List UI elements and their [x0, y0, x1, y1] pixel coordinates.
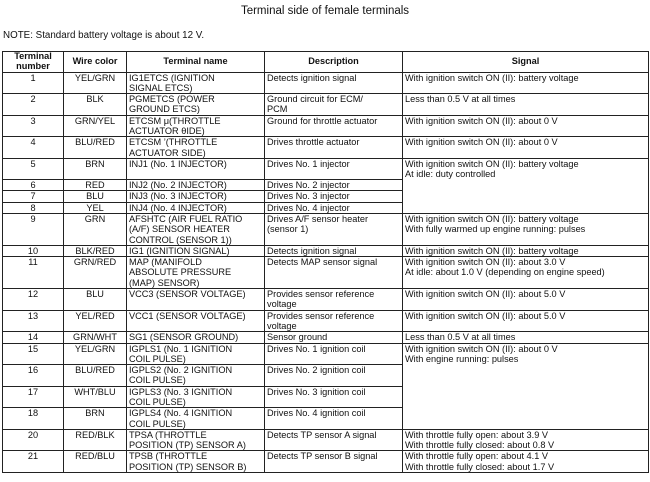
- wire-color-cell: YEL: [64, 202, 127, 213]
- description-cell-line: voltage: [267, 299, 297, 310]
- wire-color-cell: YEL/GRN: [64, 343, 127, 365]
- description-cell: [265, 451, 403, 473]
- description-cell: [265, 289, 403, 311]
- terminal-name-cell: [127, 408, 265, 430]
- terminal-name-cell-line: SIGNAL ETCS): [129, 82, 193, 93]
- terminal-number-cell: 10: [3, 245, 64, 256]
- description-cell-line: Provides sensor reference: [267, 310, 375, 321]
- terminal-name-cell-line: IGPLS3 (No. 3 IGNITION: [129, 386, 233, 397]
- wire-color-cell: YEL/GRN: [64, 72, 127, 94]
- table-row: [3, 408, 649, 430]
- table-row: [3, 245, 649, 256]
- terminal-number-cell: 21: [3, 451, 64, 473]
- description-cell-line: Drives No. 4 ignition coil: [267, 408, 366, 419]
- signal-cell-line: With fully warmed up engine running: pulses: [405, 224, 586, 235]
- wire-color-cell: YEL/RED: [64, 310, 127, 332]
- terminal-name-cell: [127, 202, 265, 213]
- table-row: [3, 429, 649, 451]
- wire-color-cell: RED: [64, 180, 127, 191]
- wire-color-cell: GRN/RED: [64, 257, 127, 289]
- terminal-table: [2, 51, 649, 473]
- terminal-name-cell: [127, 332, 265, 343]
- description-cell-line: Ground for throttle actuator: [267, 115, 378, 126]
- description-cell: [265, 180, 403, 191]
- terminal-name-cell-line: PGMETCS (POWER: [129, 94, 215, 105]
- signal-cell-line: Less than 0.5 V at all times: [405, 94, 516, 105]
- description-cell-line: Drives No. 4 injector: [267, 202, 350, 213]
- description-cell-line: Detects ignition signal: [267, 245, 357, 256]
- header-signal: Signal: [403, 52, 649, 73]
- terminal-name-cell-line: IGPLS1 (No. 1 IGNITION: [129, 343, 233, 354]
- signal-cell: [403, 343, 649, 365]
- description-cell-line: Detects ignition signal: [267, 72, 357, 83]
- signal-cell: [403, 137, 649, 159]
- terminal-name-cell-line: MAP (MANIFOLD: [129, 257, 202, 268]
- terminal-name-cell-line: ABSOLUTE PRESSURE: [129, 267, 232, 278]
- signal-cell-line: With throttle fully open: about 3.9 V: [405, 429, 548, 440]
- table-row: [3, 94, 649, 116]
- signal-cell: [403, 429, 649, 451]
- terminal-name-cell-line: SG1 (SENSOR GROUND): [129, 332, 239, 343]
- terminal-name-cell-line: ETCSM μ(THROTTLE: [129, 115, 221, 126]
- table-row: [3, 137, 649, 159]
- header-terminal-name: Terminal name: [127, 52, 265, 73]
- description-cell: [265, 72, 403, 94]
- signal-cell: [403, 158, 649, 179]
- terminal-number-cell: 20: [3, 429, 64, 451]
- signal-cell: [403, 94, 649, 116]
- table-body: [3, 72, 649, 472]
- terminal-name-cell-line: (MAP) SENSOR): [129, 277, 200, 288]
- description-cell-line: Provides sensor reference: [267, 289, 375, 300]
- table-row: [3, 365, 649, 387]
- terminal-number-cell: 1: [3, 72, 64, 94]
- terminal-name-cell: [127, 137, 265, 159]
- description-cell: [265, 202, 403, 213]
- signal-cell-line: Less than 0.5 V at all times: [405, 332, 516, 343]
- terminal-number-cell: 16: [3, 365, 64, 387]
- description-cell: [265, 343, 403, 365]
- description-cell-line: Drives No. 2 injector: [267, 180, 350, 191]
- table-row: [3, 158, 649, 179]
- terminal-number-cell: 9: [3, 213, 64, 245]
- terminal-name-cell: [127, 115, 265, 137]
- terminal-name-cell: [127, 257, 265, 289]
- description-cell: [265, 257, 403, 289]
- terminal-name-cell-line: POSITION (TP) SENSOR A): [129, 440, 246, 451]
- description-cell-line: Drives No. 1 injector: [267, 158, 350, 169]
- terminal-number-cell: 8: [3, 202, 64, 213]
- terminal-name-cell-line: COIL PULSE): [129, 353, 186, 364]
- terminal-name-cell: [127, 429, 265, 451]
- terminal-name-cell: [127, 365, 265, 387]
- description-cell: [265, 408, 403, 430]
- signal-cell: [403, 191, 649, 202]
- terminal-number-cell: 6: [3, 180, 64, 191]
- wire-color-cell: RED/BLK: [64, 429, 127, 451]
- terminal-name-cell-line: CONTROL (SENSOR 1)): [129, 234, 232, 245]
- terminal-name-cell-line: COIL PULSE): [129, 418, 186, 429]
- terminal-name-cell-line: INJ2 (No. 2 INJECTOR): [129, 180, 227, 191]
- terminal-number-cell: 2: [3, 94, 64, 116]
- terminal-name-cell-line: ACTUATOR SIDE): [129, 147, 206, 158]
- wire-color-cell: BLU: [64, 191, 127, 202]
- table-row: [3, 180, 649, 191]
- description-cell: [265, 191, 403, 202]
- table-row: [3, 343, 649, 365]
- description-cell-line: Detects MAP sensor signal: [267, 257, 378, 268]
- terminal-name-cell: [127, 451, 265, 473]
- description-cell-line: Drives No. 3 ignition coil: [267, 386, 366, 397]
- signal-cell-line: With ignition switch ON (II): battery voltage: [405, 245, 579, 256]
- terminal-name-cell: [127, 289, 265, 311]
- terminal-name-cell-line: IGPLS4 (No. 4 IGNITION: [129, 408, 233, 419]
- terminal-name-cell-line: POSITION (TP) SENSOR B): [129, 461, 247, 472]
- voltage-note: NOTE: Standard battery voltage is about 12 V.: [3, 30, 205, 41]
- signal-cell: [403, 310, 649, 332]
- signal-cell: [403, 386, 649, 408]
- signal-cell: [403, 115, 649, 137]
- table-row: [3, 191, 649, 202]
- terminal-name-cell: [127, 72, 265, 94]
- description-cell: [265, 310, 403, 332]
- terminal-number-cell: 13: [3, 310, 64, 332]
- terminal-name-cell-line: ETCSM ’(THROTTLE: [129, 137, 218, 148]
- signal-cell-line: At idle: duty controlled: [405, 169, 496, 180]
- signal-cell-line: With throttle fully closed: about 0.8 V: [405, 440, 555, 451]
- signal-cell-line: With ignition switch ON (II): battery voltage: [405, 72, 579, 83]
- terminal-number-cell: 5: [3, 158, 64, 179]
- terminal-name-cell: [127, 245, 265, 256]
- wire-color-cell: BRN: [64, 158, 127, 179]
- terminal-number-cell: 18: [3, 408, 64, 430]
- description-cell-line: Drives A/F sensor heater: [267, 213, 369, 224]
- signal-cell: [403, 451, 649, 473]
- terminal-number-cell: 11: [3, 257, 64, 289]
- wire-color-cell: BRN: [64, 408, 127, 430]
- terminal-name-cell: [127, 180, 265, 191]
- terminal-name-cell-line: VCC1 (SENSOR VOLTAGE): [129, 310, 246, 321]
- description-cell: [265, 429, 403, 451]
- terminal-name-cell-line: INJ3 (No. 3 INJECTOR): [129, 191, 227, 202]
- wire-color-cell: WHT/BLU: [64, 386, 127, 408]
- signal-cell: [403, 180, 649, 191]
- terminal-name-cell-line: IGPLS2 (No. 2 IGNITION: [129, 365, 233, 376]
- terminal-name-cell-line: INJ1 (No. 1 INJECTOR): [129, 158, 227, 169]
- wire-color-cell: RED/BLU: [64, 451, 127, 473]
- signal-cell-line: With ignition switch ON (II): about 0 V: [405, 343, 558, 354]
- table-row: [3, 332, 649, 343]
- signal-cell: [403, 332, 649, 343]
- signal-cell: [403, 365, 649, 387]
- wire-color-cell: GRN: [64, 213, 127, 245]
- terminal-name-cell-line: INJ4 (No. 4 INJECTOR): [129, 202, 227, 213]
- terminal-number-cell: 7: [3, 191, 64, 202]
- table-header-row: [3, 52, 649, 73]
- signal-cell-line: With ignition switch ON (II): battery voltage: [405, 213, 579, 224]
- terminal-name-cell-line: COIL PULSE): [129, 397, 186, 407]
- terminal-name-cell-line: GROUND ETCS): [129, 104, 200, 115]
- signal-cell-line: With ignition switch ON (II): about 3.0 V: [405, 257, 566, 268]
- description-cell: [265, 365, 403, 387]
- wire-color-cell: GRN/WHT: [64, 332, 127, 343]
- terminal-name-cell: [127, 343, 265, 365]
- description-cell-line: Drives No. 1 ignition coil: [267, 343, 366, 354]
- header-wire-color: Wire color: [64, 52, 127, 73]
- wire-color-cell: BLU: [64, 289, 127, 311]
- description-cell: [265, 245, 403, 256]
- wire-color-cell: BLU/RED: [64, 365, 127, 387]
- description-cell: [265, 115, 403, 137]
- terminal-name-cell: [127, 213, 265, 245]
- terminal-name-cell-line: COIL PULSE): [129, 375, 186, 386]
- description-cell-line: PCM: [267, 104, 288, 115]
- signal-cell: [403, 245, 649, 256]
- description-cell: [265, 137, 403, 159]
- terminal-name-cell-line: IG1 (IGNITION SIGNAL): [129, 245, 230, 256]
- header-terminal-number: [3, 52, 64, 73]
- signal-cell-line: With engine running: pulses: [405, 353, 519, 364]
- terminal-number-cell: 12: [3, 289, 64, 311]
- table-row: [3, 202, 649, 213]
- table-row: [3, 310, 649, 332]
- terminal-number-cell: 14: [3, 332, 64, 343]
- terminal-name-cell-line: IG1ETCS (IGNITION: [129, 72, 215, 83]
- signal-cell-line: With ignition switch ON (II): about 5.0 V: [405, 289, 566, 300]
- terminal-name-cell: [127, 94, 265, 116]
- signal-cell-line: With throttle fully open: about 4.1 V: [405, 451, 548, 462]
- description-cell-line: Sensor ground: [267, 332, 328, 343]
- description-cell-line: Ground circuit for ECM/: [267, 94, 363, 105]
- signal-cell-line: At idle: about 1.0 V (depending on engine speed): [405, 267, 605, 278]
- page-title: Terminal side of female terminals: [240, 5, 410, 17]
- signal-cell: [403, 289, 649, 311]
- table-row: [3, 213, 649, 245]
- description-cell-line: voltage: [267, 320, 297, 331]
- header-terminal-line2: number: [16, 60, 50, 71]
- terminal-name-cell: [127, 158, 265, 179]
- terminal-name-cell: [127, 386, 265, 408]
- terminal-name-cell-line: TPSB (THROTTLE: [129, 451, 208, 462]
- terminal-name-cell-line: TPSA (THROTTLE: [129, 429, 207, 440]
- wire-color-cell: GRN/YEL: [64, 115, 127, 137]
- terminal-number-cell: 4: [3, 137, 64, 159]
- table-row: [3, 115, 649, 137]
- description-cell-line: Detects TP sensor A signal: [267, 429, 377, 440]
- description-cell: [265, 158, 403, 179]
- terminal-name-cell-line: AFSHTC (AIR FUEL RATIO: [129, 213, 243, 224]
- description-cell: [265, 332, 403, 343]
- signal-cell-line: With throttle fully closed: about 1.7 V: [405, 461, 555, 472]
- signal-cell: [403, 213, 649, 245]
- terminal-name-cell: [127, 191, 265, 202]
- signal-cell-line: With ignition switch ON (II): about 0 V: [405, 115, 558, 126]
- table-row: [3, 257, 649, 289]
- description-cell: [265, 94, 403, 116]
- wire-color-cell: BLU/RED: [64, 137, 127, 159]
- terminal-name-cell-line: ACTUATOR θIDE): [129, 126, 205, 137]
- terminal-number-cell: 15: [3, 343, 64, 365]
- wire-color-cell: BLK/RED: [64, 245, 127, 256]
- header-description: Description: [265, 52, 403, 73]
- terminal-name-cell-line: (A/F) SENSOR HEATER: [129, 224, 230, 235]
- terminal-number-cell: 17: [3, 386, 64, 408]
- signal-cell: [403, 257, 649, 289]
- table-row: [3, 289, 649, 311]
- terminal-name-cell: [127, 310, 265, 332]
- signal-cell-line: With ignition switch ON (II): battery voltage: [405, 158, 579, 169]
- terminal-name-cell-line: VCC3 (SENSOR VOLTAGE): [129, 289, 246, 300]
- signal-cell: [403, 72, 649, 94]
- description-cell-line: Detects TP sensor B signal: [267, 451, 378, 462]
- description-cell-line: Drives throttle actuator: [267, 137, 360, 148]
- table-row: [3, 386, 649, 408]
- description-cell-line: Drives No. 3 injector: [267, 191, 350, 202]
- description-cell-line: Drives No. 2 ignition coil: [267, 365, 366, 376]
- description-cell: [265, 386, 403, 408]
- table-row: [3, 451, 649, 473]
- wire-color-cell: BLK: [64, 94, 127, 116]
- header-terminal-line1: Terminal: [14, 51, 52, 61]
- signal-cell-line: With ignition switch ON (II): about 5.0 V: [405, 310, 566, 321]
- description-cell-line: (sensor 1): [267, 224, 309, 235]
- signal-cell: [403, 408, 649, 430]
- signal-cell: [403, 202, 649, 213]
- terminal-number-cell: 3: [3, 115, 64, 137]
- table-row: [3, 72, 649, 94]
- description-cell: [265, 213, 403, 245]
- signal-cell-line: With ignition switch ON (II): about 0 V: [405, 137, 558, 148]
